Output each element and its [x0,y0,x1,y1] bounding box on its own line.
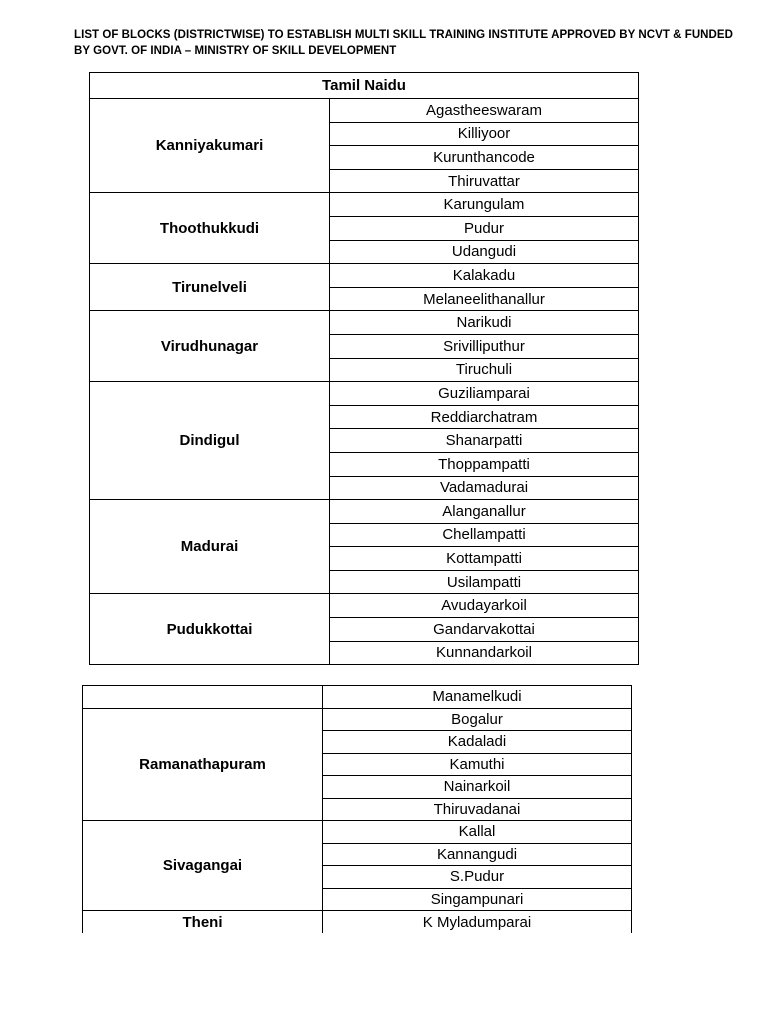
district-name: Thoothukkudi [90,193,330,264]
block-name: Pudur [330,216,639,240]
table-row [90,193,639,217]
district-name: Virudhunagar [90,311,330,382]
block-name: Manamelkudi [323,686,632,709]
table-row [83,686,632,709]
block-name: Thiruvadanai [323,798,632,821]
table-row [90,382,639,406]
block-name: Nainarkoil [323,776,632,799]
block-name: Kalakadu [330,264,639,288]
block-name: K Myladumparai [323,911,632,934]
block-name: Srivilliputhur [330,334,639,358]
district-name: Kanniyakumari [90,99,330,193]
district-name: Madurai [90,500,330,594]
blocks-table-part-2 [82,685,632,933]
block-name: S.Pudur [323,866,632,889]
table-row [83,911,632,934]
blocks-table-part-1 [89,72,639,665]
block-name: Thiruvattar [330,169,639,193]
block-name: Agastheeswaram [330,99,639,123]
block-name: Karungulam [330,193,639,217]
block-name: Kamuthi [323,753,632,776]
district-name: Sivagangai [83,821,323,911]
document-heading: LIST OF BLOCKS (DISTRICTWISE) TO ESTABLISH MULTI SKILL TRAINING INSTITUTE APPROVED BY NCVT & FUNDED BY GOVT. OF INDIA – MINISTRY OF SKILL DEVELOPMENT [74,29,733,57]
table-row [83,821,632,844]
district-name: Tirunelveli [90,264,330,311]
table-row [90,264,639,288]
state-header-row [90,73,639,99]
block-name: Usilampatti [330,570,639,594]
block-name: Kunnandarkoil [330,641,639,665]
district-name [83,686,323,709]
block-name: Kurunthancode [330,146,639,170]
block-name: Killiyoor [330,122,639,146]
district-name: Dindigul [90,382,330,500]
block-name: Gandarvakottai [330,618,639,642]
table-row [90,500,639,524]
block-name: Shanarpatti [330,429,639,453]
block-name: Bogalur [323,708,632,731]
district-name: Theni [83,911,323,934]
block-name: Narikudi [330,311,639,335]
block-name: Alanganallur [330,500,639,524]
district-name: Ramanathapuram [83,708,323,821]
block-name: Tiruchuli [330,358,639,382]
table-row [90,311,639,335]
block-name: Guziliamparai [330,382,639,406]
block-name: Reddiarchatram [330,405,639,429]
block-name: Singampunari [323,888,632,911]
state-name: Tamil Naidu [90,73,639,99]
block-name: Kottampatti [330,547,639,571]
block-name: Chellampatti [330,523,639,547]
table-row [83,708,632,731]
block-name: Kallal [323,821,632,844]
block-name: Kannangudi [323,843,632,866]
block-name: Avudayarkoil [330,594,639,618]
table-row [90,99,639,123]
block-name: Kadaladi [323,731,632,754]
district-name: Pudukkottai [90,594,330,665]
block-name: Thoppampatti [330,452,639,476]
block-name: Melaneelithanallur [330,287,639,311]
block-name: Vadamadurai [330,476,639,500]
block-name: Udangudi [330,240,639,264]
table-row [90,594,639,618]
